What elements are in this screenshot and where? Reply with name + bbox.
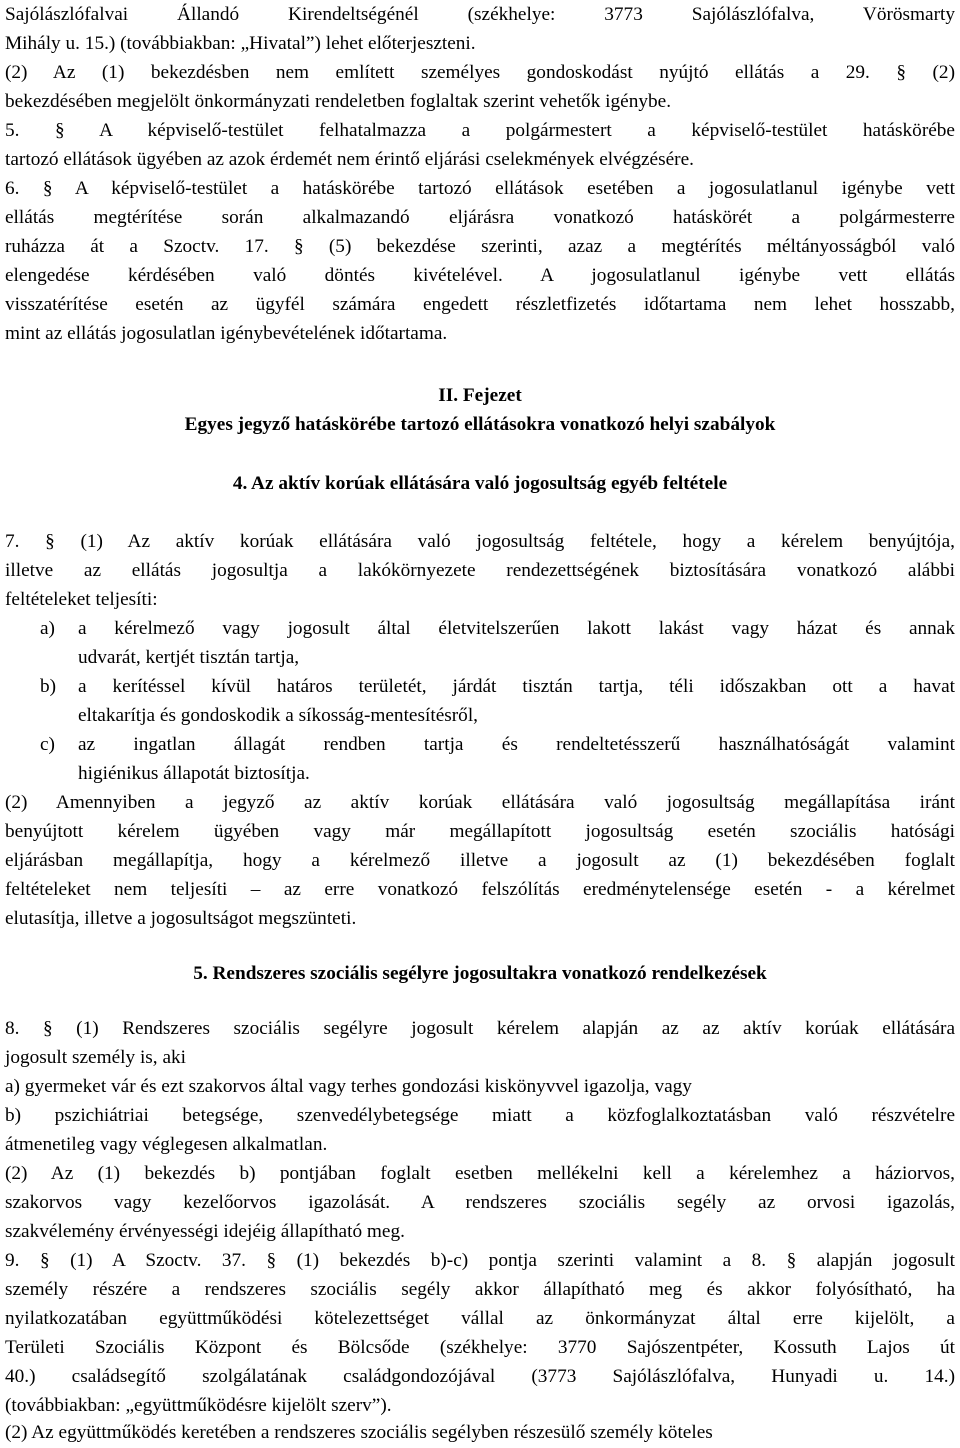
text-line: (továbbiakban: „együttműködésre kijelölt szerv”). [5, 1395, 392, 1416]
text-line: (2) Amennyiben a jegyző az aktív korúak ellátására való jogosultság megállapítása iránt [5, 792, 955, 813]
text-line: átmenetileg vagy véglegesen alkalmatlan. [5, 1134, 328, 1155]
text-line: ellátás megtérítése során alkalmazandó eljárásra vonatkozó hatáskörét a polgármesterre [5, 207, 955, 228]
text-line: 9. § (1) A Szoctv. 37. § (1) bekezdés b)-c) pontja szerinti valamint a 8. § alapján jogosult [5, 1250, 955, 1271]
list-item-text: higiénikus állapotát biztosítja. [78, 763, 310, 784]
text-line: eljárásban megállapítja, hogy a kérelmező illetve a jogosult az (1) bekezdésében foglalt [5, 850, 955, 871]
text-line: tartozó ellátások ügyében az azok érdemét nem érintő eljárási cselekmények elvégzésére. [5, 149, 694, 170]
chapter-number: II. Fejezet [438, 385, 522, 406]
list-item-text: udvarát, kertjét tisztán tartja, [78, 647, 300, 668]
list-item-text: a kerítéssel kívül határos területét, járdát tisztán tartja, téli időszakban ott a havat [78, 676, 955, 697]
text-line: feltételeket teljesíti: [5, 589, 158, 610]
text-line: 6. § A képviselő-testület a hatáskörébe tartozó ellátások esetében a jogosulatlanul igénybe vett [5, 178, 955, 199]
text-line: elutasítja, illetve a jogosultságot megszünteti. [5, 908, 357, 929]
text-line: szakorvos vagy kezelőorvos igazolását. A rendszeres szociális segély az orvosi igazolás, [5, 1192, 955, 1213]
text-line: elengedése kérdésében való döntés kivételével. A jogosulatlanul igénybe vett ellátás [5, 265, 955, 286]
text-line: benyújtott kérelem ügyében vagy már megállapított jogosultság esetén szociális hatósági [5, 821, 955, 842]
list-label: a) [40, 618, 55, 639]
text-line: bekezdésében megjelölt önkormányzati rendeletben foglaltak szerint vehetők igénybe. [5, 91, 672, 112]
text-line: 8. § (1) Rendszeres szociális segélyre jogosult kérelem alapján az az aktív korúak ellátására [5, 1018, 955, 1039]
text-line: 5. § A képviselő-testület felhatalmazza a polgármestert a képviselő-testület hatáskörébe [5, 120, 955, 141]
text-line: személy részére a rendszeres szociális segély akkor állapítható meg és akkor folyósítható, ha [5, 1279, 955, 1300]
text-line: a) gyermeket vár és ezt szakorvos által vagy terhes gondozási kiskönyvvel igazolja, vagy [5, 1076, 692, 1097]
list-item-text: a kérelmező vagy jogosult által életvitelszerűen lakott lakást vagy házat és annak [78, 618, 955, 639]
text-line: nyilatkozatában együttműködési kötelezettséget vállal az önkormányzat által erre kijelölt, a [5, 1308, 955, 1329]
text-line: (2) Az (1) bekezdés b) pontjában foglalt esetben mellékelni kell a kérelemhez a háziorvos, [5, 1163, 955, 1184]
text-line: 7. § (1) Az aktív korúak ellátására való jogosultság feltétele, hogy a kérelem benyújtója, [5, 531, 955, 552]
chapter-title: Egyes jegyző hatáskörébe tartozó ellátásokra vonatkozó helyi szabályok [184, 414, 776, 435]
text-line: Sajólászlófalvai Állandó Kirendeltségénél (székhelye: 3773 Sajólászlófalva, Vörösmarty [5, 4, 955, 25]
text-line: Területi Szociális Központ és Bölcsőde (székhelye: 3770 Sajószentpéter, Kossuth Lajos út [5, 1337, 955, 1358]
text-line: ruházza át a Szoctv. 17. § (5) bekezdése szerinti, azaz a megtérítés méltányosságból való [5, 236, 955, 257]
section-heading: 5. Rendszeres szociális segélyre jogosultakra vonatkozó rendelkezések [193, 963, 767, 984]
list-item-text: eltakarítja és gondoskodik a síkosság-mentesítésről, [78, 705, 479, 726]
text-line: b) pszichiátriai betegsége, szenvedélybetegsége miatt a közfoglalkoztatásban való részvételre [5, 1105, 955, 1126]
text-line: illetve az ellátás jogosultja a lakókörnyezete rendezettségének biztosítására vonatkozó alábbi [5, 560, 955, 581]
text-line: 40.) családsegítő szolgálatának családgondozójával (3773 Sajólászlófalva, Hunyadi u. 14.) [5, 1366, 955, 1387]
text-line: Mihály u. 15.) (továbbiakban: „Hivatal”) lehet előterjeszteni. [5, 33, 476, 54]
list-item-text: az ingatlan állagát rendben tartja és rendeltetésszerű használhatóságát valamint [78, 734, 955, 755]
text-line: (2) Az együttműködés keretében a rendszeres szociális segélyben részesülő személy köteles [5, 1422, 713, 1443]
text-line: feltételeket nem teljesíti – az erre vonatkozó felszólítás eredménytelensége esetén - a kérelmet [5, 879, 955, 900]
section-heading: 4. Az aktív korúak ellátására való jogosultság egyéb feltétele [232, 473, 728, 494]
text-line: visszatérítése esetén az ügyfél számára engedett részletfizetés időtartama nem lehet hosszabb, [5, 294, 955, 315]
list-label: c) [40, 734, 55, 755]
text-line: (2) Az (1) bekezdésben nem említett személyes gondoskodást nyújtó ellátás a 29. § (2) [5, 62, 955, 83]
text-line: jogosult személy is, aki [5, 1047, 187, 1068]
text-line: mint az ellátás jogosulatlan igénybevételének időtartama. [5, 323, 448, 344]
list-label: b) [40, 676, 57, 697]
text-line: szakvélemény érvényességi idejéig állapítható meg. [5, 1221, 405, 1242]
